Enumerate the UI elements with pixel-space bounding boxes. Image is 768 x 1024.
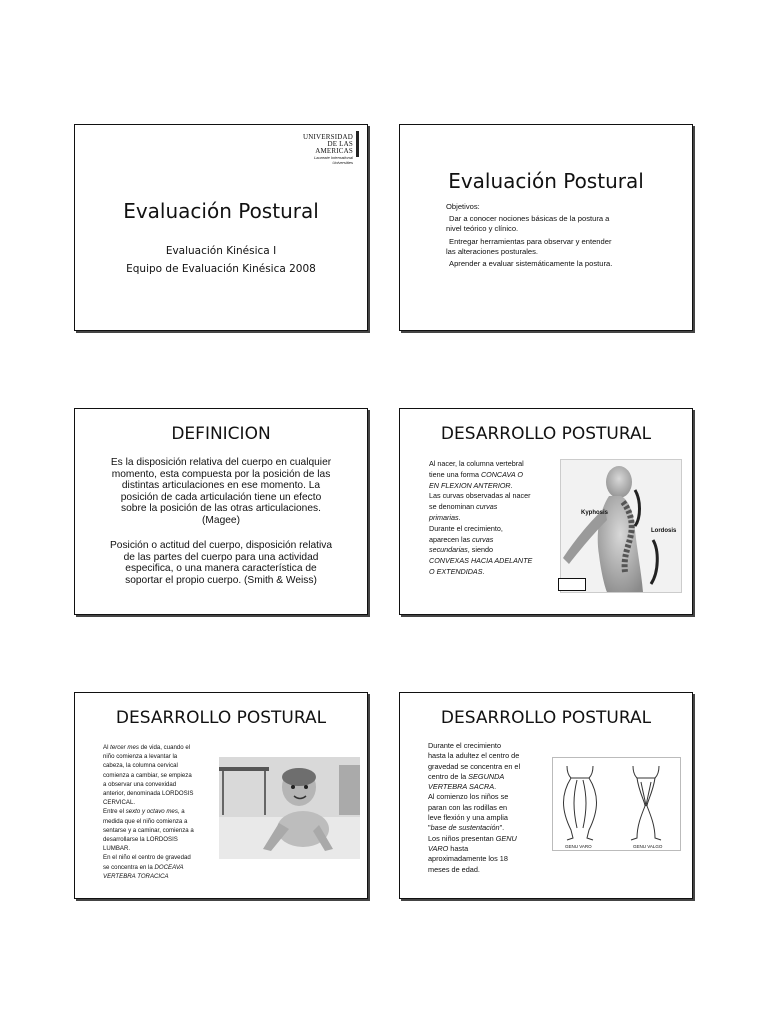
body-line: medida que el niño comienza a [103, 817, 188, 825]
body-line: Al nacer, la columna vertebral [429, 459, 524, 468]
logo-line-1: UNIVERSIDAD [302, 133, 353, 141]
body-line: O EXTENDIDAS. [429, 566, 485, 576]
genu-valgo-label: GENU VALGO [633, 844, 663, 849]
logo-line-3: Laureate International Universities [314, 155, 353, 165]
objective-item: las alteraciones posturales. [446, 246, 539, 256]
definition-line: de las partes del cuerpo para una actividad [123, 551, 319, 563]
baby-crawling-photo [219, 757, 360, 859]
definition-line: sobre la posición de las otras articulaciones. [121, 503, 321, 515]
body-line: "base de sustentación". [428, 823, 505, 833]
university-logo [297, 131, 359, 165]
definition-line: soportar el propio cuerpo. (Smith & Weiss) [125, 574, 317, 586]
definition-line: (Magee) [202, 514, 240, 526]
image-caption-box [558, 578, 586, 591]
objective-item: Aprender a evaluar sistemáticamente la postura. [449, 259, 613, 269]
body-line: sentarse y a caminar, comienza a [103, 826, 194, 834]
slide-body-text [103, 743, 221, 881]
body-line: Al tercer mes de vida, cuando el [103, 744, 191, 751]
definition-line: distintas articulaciones en ese momento. La [121, 480, 321, 492]
body-line: aparecen las curvas [429, 534, 494, 544]
objectives-list [446, 202, 686, 269]
body-line: cabeza, la columna cervical [103, 762, 178, 770]
body-line: LUMBAR. [103, 845, 131, 853]
body-line: Durante el crecimiento [428, 741, 502, 750]
body-line: a observar una convexidad [103, 780, 177, 788]
body-line: Durante el crecimiento, [429, 523, 503, 533]
body-line: VERTEBRA SACRA. [428, 782, 497, 792]
objective-item: nivel teórico y clínico. [446, 224, 519, 234]
definition-line: Posición o actitud del cuerpo, disposición relativa [110, 540, 332, 551]
body-line: desarrollarse la LORDOSIS [103, 836, 178, 844]
definition-paragraph [85, 540, 357, 586]
body-line: aproximadamente los 18 [428, 854, 508, 864]
definition-paragraph [85, 457, 357, 527]
body-line: meses de edad. [428, 864, 480, 874]
body-line: Los niños presentan GENU [428, 833, 517, 843]
objectives-heading: Objetivos: [446, 202, 480, 211]
definition-line: especifica, o una manera característica de [125, 563, 317, 575]
genu-varo-valgo-illustration [552, 757, 681, 851]
body-line: VARO hasta [428, 843, 469, 853]
slide-title: DEFINICION [171, 424, 271, 444]
body-line: VERTEBRA TORACICA [103, 872, 169, 880]
body-line: EN FLEXION ANTERIOR. [429, 480, 513, 490]
objective-item: Dar a conocer nociones básicas de la postura a [449, 214, 610, 224]
body-line: CERVICAL. [103, 799, 136, 807]
body-line: Entre el sexto y octavo mes, a [103, 808, 185, 816]
slide-title: DESARROLLO POSTURAL [440, 708, 652, 728]
body-line: anterior, denominada LORDOSIS [103, 790, 194, 798]
slide-4 [399, 408, 693, 615]
body-line: Las curvas observadas al nacer [429, 491, 531, 501]
body-line: primarias. [429, 512, 461, 522]
slide-title: Evaluación Postural [123, 199, 319, 223]
genu-varo-label: GENU VARO [565, 844, 592, 849]
slide-subtitle: Evaluación Kinésica I [165, 245, 277, 257]
body-line: secundarias, siendo [429, 545, 493, 555]
kyphosis-label: Kyphosis [581, 510, 609, 516]
definition-line: momento, esta compuesta por la posición de las [111, 468, 331, 480]
lordosis-label: Lordosis [651, 528, 677, 534]
slide-title: DESARROLLO POSTURAL [440, 424, 652, 444]
slide-6 [399, 692, 693, 899]
body-line: leve flexión y una amplia [428, 813, 508, 823]
slide-body-text [428, 741, 550, 875]
body-line: En el niño el centro de gravedad [103, 854, 191, 862]
logo-line-2: DE LAS AMERICAS [315, 140, 353, 155]
definition-line: posición de cada articulación tiene un efecto [120, 491, 322, 503]
body-line: se denominan curvas [429, 502, 498, 512]
slide-subtitle: Equipo de Evaluación Kinésica 2008 [126, 263, 316, 275]
slide-body-text [429, 459, 559, 578]
body-line: CONVEXAS HACIA ADELANTE [429, 556, 533, 566]
body-line: comienza a cambiar, se empieza [103, 771, 192, 779]
body-line: hasta la adultez el centro de [428, 751, 520, 761]
spine-illustration [560, 459, 682, 593]
slide-2 [399, 124, 693, 331]
body-line: niño comienza a levantar la [103, 753, 178, 761]
slide-1 [74, 124, 368, 331]
body-line: paran con las rodillas en [428, 802, 508, 812]
slide-5 [74, 692, 368, 899]
body-line: se concentra en la DOCEAVA [103, 863, 184, 871]
objective-item: Entregar herramientas para observar y entender [449, 236, 612, 246]
slide-title: DESARROLLO POSTURAL [115, 708, 327, 728]
definition-line: Es la disposición relativa del cuerpo en cualquier [110, 457, 332, 468]
body-line: tiene una forma CONCAVA O [429, 469, 524, 479]
body-line: gravedad se concentra en el [428, 761, 521, 771]
body-line: centro de la SEGUNDA [428, 771, 505, 781]
slide-3 [74, 408, 368, 615]
slide-title: Evaluación Postural [448, 169, 644, 193]
body-line: Al comienzo los niños se [428, 792, 509, 802]
